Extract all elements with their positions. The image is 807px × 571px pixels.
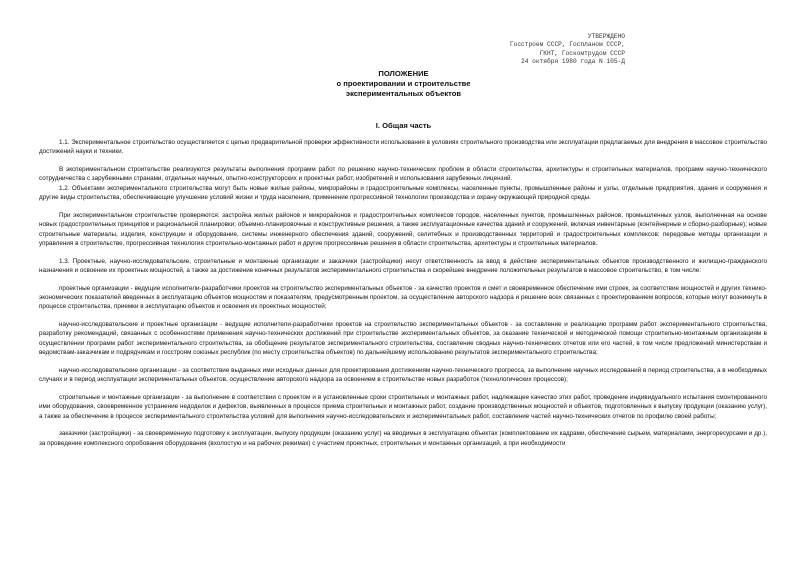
section-heading: I. Общая часть [375,121,432,130]
approval-line: ГКНТ, Госкомтрудом СССР [539,49,625,57]
paragraph: научно-исследовательские и проектные организации - ведущие исполнители-разработчики проектов на строительство экспериментальных объектов - за составление и реализацию программ работ экспериментального строительства, разработку рекомендаций, связанных с особенностями применения научно-технических достижений при строительстве экспериментальных объектов, за оказание технической и методической помощи строительно-монтажным организациям в осуществлении программ работ экспериментального строительства, за обобщение результатов экспериментального строительства, составление сводных научно-технических отчетов или его частей, в том числе предложений министерствам и ведомствам-заказчикам и подрядчикам и госстроям союзных республик (по месту строительства объектов) по дальнейшему использованию результатов экспериментального строительства; [39,321,767,357]
paragraph: строительные и монтажные организации - за выполнение в соответствии с проектом и в установленные сроки строительных и монтажных работ, надлежащее качество этих работ, проведение индивидуального испытания смонтированного ими оборудования, своевременное устранение недоделок и дефектов, выявленных в процессе приема строительных и монтажных работ, создание производственных мощностей и объектов, подготовленных к выпуску продукции (оказанию услуг), а также за обеспечение в процессе экспериментального строительства условий для выполнения научно-исследовательских и экспериментальных работ, составление частей научно-технических отчетов по профилю своей работы; [39,393,767,420]
paragraph: При экспериментальном строительстве проверяются: застройка жилых районов и микрорайонов и градостроительных комплексов городов, населенных пунктов, промышленных районов, промышленных узлов, выполненная на основе новых градостроительных принципов и рациональной планировки; объемно-планировочные и конструктивные решения, а также эксплуатационные качества зданий и сооружений, включая инвентарные (контейнерные и сборно-разборные); новые строительные материалы, изделия, конструкции и оборудование, системы инженерного обеспечения зданий, сооружений, селитебных и производственных территорий и градостроительных комплексов; передовые методы организации и управления в строительстве, прогрессивная технология строительно-монтажных работ и другие прогрессивные решения в области строительства, архитектуры и строительных материалов. [39,211,767,248]
approval-line: УТВЕРЖДЕНО [587,33,625,40]
paragraph: научно-исследовательские организации - за соответствие выданных ими исходных данных для проектирования достижениям научно-технического прогресса, за выполнение научных исследований в период строительства, а в необходимых случаях и в период эксплуатации экспериментальных объектов, осуществление авторского надзора за освоением в строительстве новых разработок (технологических процессов); [39,366,767,384]
paragraph: 1.1. Экспериментальное строительство осуществляется с целью предварительной проверки эффективности использования в условиях строительного производства или эксплуатации предлагаемых для внедрения в массовое строительство достижений науки и техники. [39,139,767,156]
paragraph: В экспериментальном строительстве реализуются результаты выполнения программ работ по решению научно-технических проблем в области строительства, архитектуры и строительных материалов, программ научно-технического сотрудничества с зарубежными странами, отдельных научных, опытно-конструкторских и проектных работ, изобретений и использования зарубежных лицензий. [39,166,767,183]
paragraph: 1.2. Объектами экспериментального строительства могут быть новые жилые районы, микрорайоны и градостроительные комплексы, населенные пункты, промышленные районы и узлы, отдельные предприятия, здания и сооружения и другие виды строительства, обеспечивающие улучшение условий жизни и труда населения, применение прогрессивной технологии производства и охрану окружающей природной среды. [39,184,767,202]
title-line: о проектировании и строительстве [336,79,471,88]
document-body [39,138,767,456]
paragraph: 1.3. Проектные, научно-исследовательские, строительные и монтажные организации и заказчики (застройщики) несут ответственность за ввод в действие экспериментальных объектов производственного и жилищно-гражданского назначения и освоение их проектных мощностей, а также за достижение конечных результатов экспериментального строительства и скорейшее внедрение положительных результатов в массовое строительство, в том числе: [39,257,767,275]
paragraph: проектные организации - ведущие исполнители-разработчики проектов на строительство экспериментальных объектов - за качество проектов и смет и своевременное обеспечение ими строек, за соответствие мощностей и других технико-экономических показателей введенных в эксплуатацию объектов мощностям и показателям, предусмотренным проектом, за осуществление авторского надзора и решение всех связанных с проектированием вопросов, которые могут возникнуть в процессе строительства, приемки в эксплуатацию объектов и освоения их проектных мощностей; [39,284,767,311]
approval-date: 24 октября 1980 года N 105-Д [521,58,625,66]
paragraph: заказчики (застройщики) - за своевременную подготовку к эксплуатации, выпуску продукции (оказанию услуг) на вводимых в эксплуатацию объектах (комплектование их кадрами, обеспечение сырьем, материалами, энергоресурсами и др.), за проведение комплексного опробования оборудования (вхолостую и на рабочих режимах) с участием проектных, строительных и монтажных организаций, а при необходимости [39,430,767,447]
document-title [0,69,807,99]
title-line: ПОЛОЖЕНИЕ [378,69,429,78]
approval-stamp [510,33,625,67]
approval-line: Госстроем СССР, Госпланом СССР, [509,41,625,49]
title-line: экспериментальных объектов [345,89,462,98]
